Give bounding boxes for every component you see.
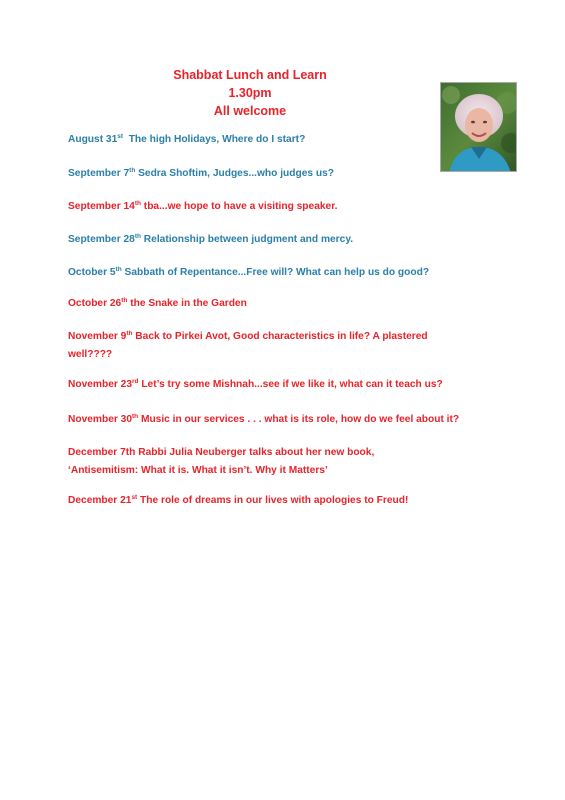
entry-date-suffix: st xyxy=(131,494,138,501)
schedule-entry xyxy=(68,133,305,147)
schedule-entry xyxy=(68,200,337,214)
entry-line xyxy=(68,200,337,214)
header-welcome: All welcome xyxy=(213,104,287,118)
entry-topic: Sabbath of Repentance...Free will? What can help us do good? xyxy=(121,267,430,278)
entry-date: November 23 xyxy=(68,379,132,390)
entry-line xyxy=(68,297,247,311)
entry-date-suffix: th xyxy=(132,413,139,420)
entry-line xyxy=(68,378,443,392)
entry-topic: Relationship between judgment and mercy. xyxy=(140,234,354,245)
entry-topic: The high Holidays, Where do I start? xyxy=(123,134,306,145)
schedule-entry xyxy=(68,413,459,427)
schedule-entry xyxy=(68,494,408,508)
entry-date: September 14 xyxy=(68,201,135,212)
entry-date: September 28 xyxy=(68,234,135,245)
entry-date-suffix: th xyxy=(129,167,136,174)
entry-line xyxy=(68,133,305,147)
entry-line xyxy=(68,413,459,427)
entry-line xyxy=(68,446,374,460)
entry-topic: Sedra Shoftim, Judges...who judges us? xyxy=(135,168,334,179)
entry-topic: Music in our services . . . what is its role, how do we feel about it? xyxy=(138,414,460,425)
entry-date: October 5 xyxy=(68,267,116,278)
schedule-entry xyxy=(68,297,247,311)
page-header xyxy=(120,66,380,120)
entry-topic: the Snake in the Garden xyxy=(127,298,247,309)
entry-date: August 31 xyxy=(68,134,118,145)
entry-line xyxy=(68,494,408,508)
entry-date: December 21 xyxy=(68,495,132,506)
entry-date-suffix: st xyxy=(117,133,124,140)
entry-date: November 30 xyxy=(68,414,132,425)
entry-topic: Rabbi Julia Neuberger talks about her new book, xyxy=(135,447,375,458)
entry-date-suffix: th xyxy=(134,233,141,240)
entry-date-suffix: th xyxy=(121,297,128,304)
entry-topic: The role of dreams in our lives with apologies to Freud! xyxy=(137,495,409,506)
entry-topic-continued: ‘Antisemitism: What it is. What it isn’t. Why it Matters’ xyxy=(68,465,328,476)
speaker-photo xyxy=(440,82,517,172)
entry-date: December 7th xyxy=(68,447,136,458)
schedule-entry xyxy=(68,167,334,181)
header-title: Shabbat Lunch and Learn xyxy=(173,68,327,82)
schedule-entry xyxy=(68,266,429,280)
entry-topic-continued: well???? xyxy=(68,349,113,360)
entry-date: November 9 xyxy=(68,331,127,342)
entry-topic: tba...we hope to have a visiting speaker. xyxy=(140,201,338,212)
header-time: 1.30pm xyxy=(228,86,272,100)
entry-line xyxy=(68,167,334,181)
entry-date-suffix: th xyxy=(126,330,133,337)
schedule-entry xyxy=(68,378,443,392)
schedule-entry xyxy=(68,446,374,478)
entry-line xyxy=(68,330,428,344)
entry-date-suffix: th xyxy=(115,266,122,273)
entry-line xyxy=(68,266,429,280)
entry-date-suffix: rd xyxy=(132,378,139,385)
entry-line xyxy=(68,233,353,247)
entry-date: September 7 xyxy=(68,168,130,179)
entry-topic: Back to Pirkei Avot, Good characteristics in life? A plastered xyxy=(132,331,428,342)
schedule-entry xyxy=(68,233,353,247)
entry-topic: Let’s try some Mishnah...see if we like it, what can it teach us? xyxy=(138,379,443,390)
portrait-image xyxy=(441,83,517,172)
entry-date-suffix: th xyxy=(134,200,141,207)
entry-date: October 26 xyxy=(68,298,122,309)
schedule-entry xyxy=(68,330,428,362)
